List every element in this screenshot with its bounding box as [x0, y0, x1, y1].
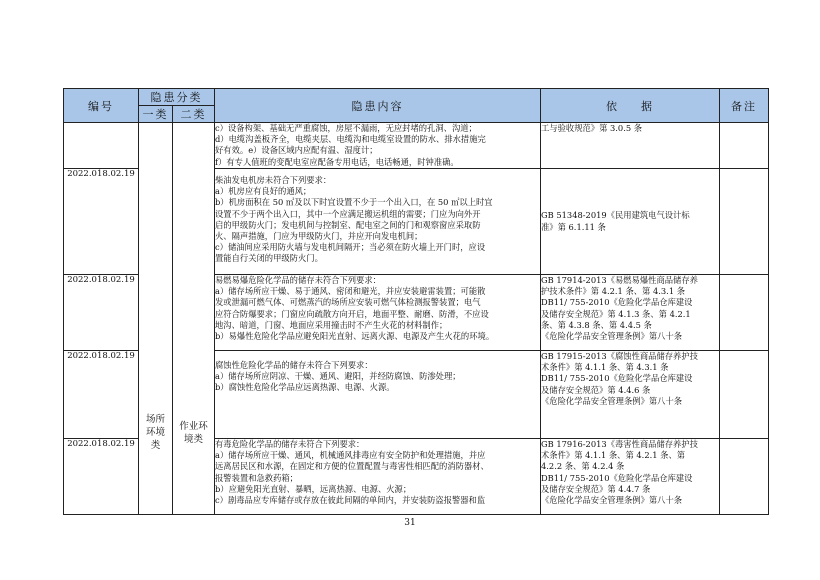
category-1-line: 环境: [145, 427, 165, 438]
hazard-content: [215, 169, 541, 275]
remark-cell: [720, 439, 769, 515]
hazard-basis: [541, 439, 720, 515]
basis-line: DB11/ 755-2010《危险化学品仓库建设: [541, 472, 693, 483]
header-number: 编号: [64, 89, 139, 123]
content-line: 火、隔声措施，门应为甲级防火门，并应开向发电机间；: [215, 231, 423, 242]
content-line: 设置不少于两个出入口，其中一个应满足搬运机组的需要；门应为向外开: [215, 208, 481, 219]
content-line: 地沟、暗道，门窗、地面应采用撞击时不产生火花的材料制作；: [215, 319, 448, 330]
header-basis: 依 据: [541, 89, 720, 123]
hazard-table: [63, 88, 769, 515]
row-number: 2022.018.02.19: [64, 351, 139, 439]
content-line: 有毒危险化学品的储存未符合下列要求：: [215, 439, 365, 449]
content-line: 柴油发电机房未符合下列要求：: [215, 175, 332, 185]
category-2-cell: [173, 123, 215, 515]
row-number: 2022.018.02.19: [64, 169, 139, 275]
content-line: f）有专人值班的变配电室应配备专用电话，电话畅通，时钟准确。: [215, 156, 459, 167]
category-1-cell: [139, 123, 173, 515]
hazard-content: [215, 351, 541, 439]
basis-line: 4.2.2 条、第 4.2.4 条: [541, 461, 625, 472]
header-category: 隐患分类: [139, 89, 215, 106]
content-line: c）储油间应采用防火墙与发电机间隔开；当必须在防火墙上开门时，应设: [215, 242, 486, 253]
category-1-line: 类: [150, 440, 161, 451]
remark-cell: [720, 169, 769, 275]
content-line: 应符合防爆要求；门窗应向疏散方向开启，地面平整、耐磨、防滑，不应设: [215, 308, 489, 319]
basis-line: 准》第 6.1.11 条: [541, 221, 606, 232]
hazard-basis: [541, 275, 720, 351]
hazard-content: [215, 123, 541, 169]
hazard-basis: [541, 169, 720, 275]
content-line: 远离居民区和水源，在固定和方便的位置配置与毒害性相匹配的消防器材、: [215, 461, 489, 472]
basis-line: 术条件》第 4.1.1 条、第 4.2.1 条、第: [541, 450, 686, 461]
content-line: 腐蚀性危险化学品的储存未符合下列要求：: [215, 360, 373, 370]
category-1-line: 场所: [145, 414, 165, 425]
basis-line: 条、第 4.3.8 条、第 4.4.5 条: [541, 319, 652, 330]
content-line: b）应避免阳光直射、暴晒，远离热源、电源、火源；: [215, 483, 412, 494]
basis-line: GB 17916-2013《毒害性商品储存养护技: [541, 439, 698, 449]
basis-line: 护技术条件》第 4.2.1 条、第 4.3.1 条: [541, 286, 686, 297]
content-line: b）腐蚀性危险化学品应远离热源、电源、火源。: [215, 382, 395, 393]
content-line: a）储存场所应干燥、通风，机械通风排毒应有安全防护和处理措施，并应: [215, 450, 486, 461]
basis-line: 《危险化学品安全管理条例》第八十条: [541, 495, 683, 506]
page-number: 31: [404, 518, 416, 528]
basis-line: 《危险化学品安全管理条例》第八十条: [541, 395, 683, 406]
remark-cell: [720, 123, 769, 169]
hazard-basis: [541, 123, 720, 169]
basis-line: 及储存安全规范》第 4.4.6 条: [541, 384, 651, 395]
basis-line: 《危险化学品安全管理条例》第八十条: [541, 331, 683, 342]
row-number: 2022.018.02.19: [64, 439, 139, 515]
basis-line: DB11/ 755-2010《危险化学品仓库建设: [541, 297, 693, 308]
basis-line: DB11/ 755-2010《危险化学品仓库建设: [541, 373, 693, 384]
remark-cell: [720, 275, 769, 351]
row-number: 2022.018.02.19: [64, 275, 139, 351]
content-line: d）电缆沟盖板齐全，电缆夹层、电缆沟和电缆室设置的防水、排水措施完: [215, 134, 486, 145]
content-line: b）机房面积在 50 ㎡及以下时宜设置不少于一个出入口，在 50 ㎡以上时宜: [215, 197, 493, 208]
basis-line: 及储存安全规范》第 4.4.7 条: [541, 483, 651, 494]
header-content: 隐患内容: [215, 89, 541, 123]
content-line: 好有效。e）设备区域内应配有温、湿度计；: [215, 145, 378, 156]
category-2-line: 作业环: [179, 421, 208, 432]
header-cat1: 一类: [139, 106, 173, 123]
basis-line: GB 51348-2019《民用建筑电气设计标: [541, 210, 690, 221]
basis-line: 术条件》第 4.1.1 条、第 4.3.1 条: [541, 362, 669, 373]
content-line: 启的甲级防火门；发电机间与控制室、配电室之间的门和观察窗应采取防: [215, 219, 481, 230]
content-line: a）储存场所应阴凉、干燥、通风、避阳，并经防腐蚀、防渗处理；: [215, 371, 461, 382]
basis-line: 工与验收规范》第 3.0.5 条: [541, 123, 643, 133]
row-number: [64, 123, 139, 169]
basis-line: 及储存安全规范》第 4.1.3 条、第 4.2.1: [541, 308, 691, 319]
hazard-content: [215, 275, 541, 351]
content-line: b）易爆性危险化学品应避免阳光直射、远离火源、电源及产生火花的环境。: [215, 331, 495, 342]
content-line: 置能自行关闭的甲级防火门。: [215, 253, 323, 264]
basis-line: GB 17915-2013《腐蚀性商品储存养护技: [541, 351, 698, 361]
category-2-line: 境类: [183, 434, 203, 445]
content-line: a）储存场所应干燥、易于通风、密闭和避光，并应安装避雷装置；可能散: [215, 286, 486, 297]
basis-line: GB 17914-2013《易燃易爆性商品储存养: [541, 275, 698, 285]
hazard-content: [215, 439, 541, 515]
content-line: c）设备构架、基础无严重腐蚀，房屋不漏雨，无应封堵的孔洞、沟道；: [215, 123, 477, 133]
content-line: 易燃易爆危险化学品的储存未符合下列要求：: [215, 275, 381, 285]
content-line: a）机房应有良好的通风；: [215, 186, 312, 197]
header-cat2: 二类: [173, 106, 215, 123]
table-row: [64, 123, 769, 169]
hazard-basis: [541, 351, 720, 439]
content-line: c）剧毒品应专库储存或存放在彼此间隔的单间内，并安装防盗报警器和监: [215, 495, 486, 506]
content-line: 发或泄漏可燃气体、可燃蒸汽的场所应安装可燃气体检测报警装置；电气: [215, 297, 481, 308]
header-remark: 备注: [720, 89, 769, 123]
remark-cell: [720, 351, 769, 439]
content-line: 报警装置和急救药箱；: [215, 472, 298, 483]
